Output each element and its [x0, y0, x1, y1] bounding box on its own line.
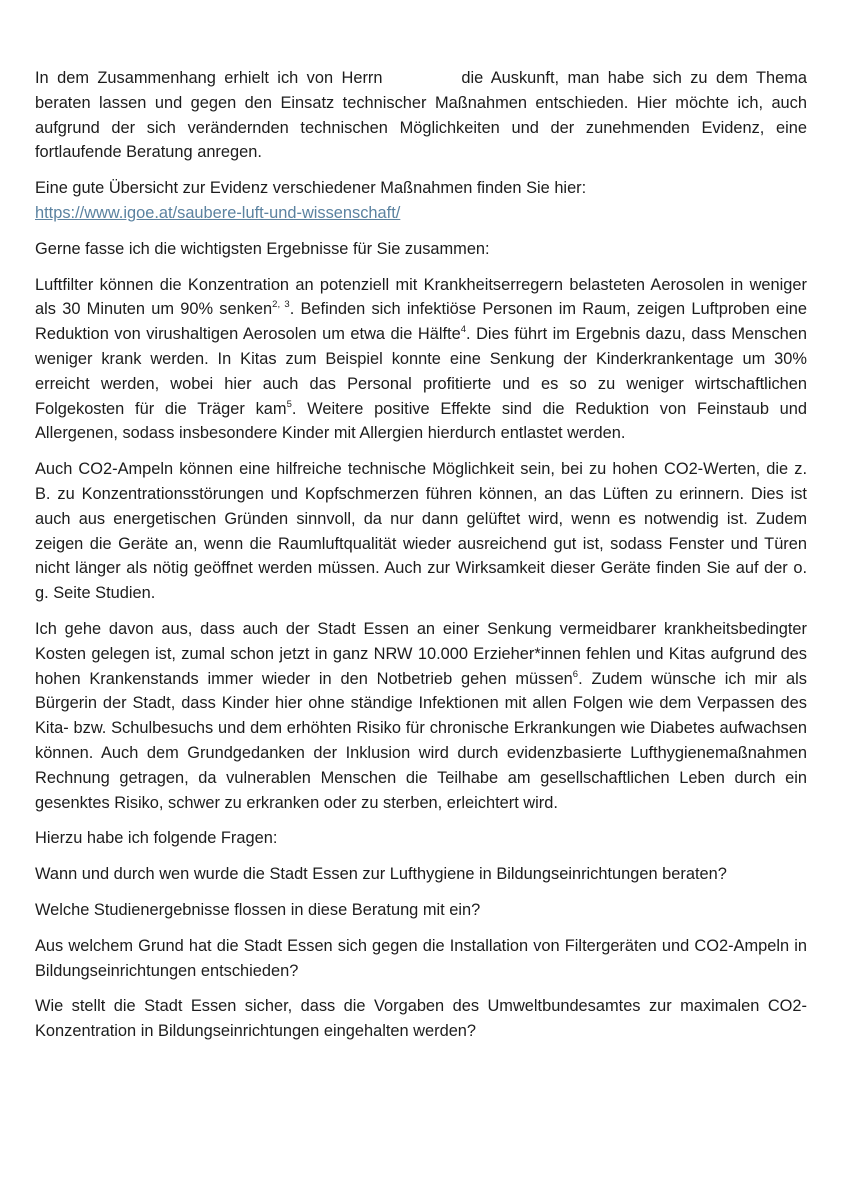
- overview-paragraph: [35, 176, 807, 226]
- intro-text-start: In dem Zusammenhang erhielt ich von Herrn: [35, 69, 383, 87]
- air-filter-text-3: . Dies führt im Ergebnis dazu, dass Menschen weniger krank werden. In Kitas zum Beispiel konnte eine Senkung der Kinderkrankentage um 30% erreicht werden, wobei hier auch das Personal profitierte und es so zu weniger wirtschaftlichen Folgekosten für die Träger kam: [35, 325, 807, 418]
- air-filter-text-4: . Weitere positive Effekte sind die Reduktion von Feinstaub und Allergenen, sodass insbesondere Kinder mit Allergien hierdurch entlastet werden.: [35, 399, 808, 443]
- air-filter-paragraph: [35, 273, 807, 447]
- summary-intro: Gerne fasse ich die wichtigsten Ergebnisse für Sie zusammen:: [35, 239, 490, 258]
- intro-paragraph: [35, 66, 807, 165]
- air-filter-text-2: . Befinden sich infektiöse Personen im Raum, zeigen Luftproben eine Reduktion von virushaltigen Aerosolen um etwa die Hälfte: [35, 300, 807, 344]
- intro-text-end: die Auskunft, man habe sich zu dem Thema beraten lassen und gegen den Einsatz technischer Maßnahmen entschieden. Hier möchte ich, auch aufgrund der sich verändernden technischen Möglichkeiten und der zunehmenden Evidenz, eine fortlaufende Beratung anregen.: [35, 69, 807, 162]
- co2-paragraph: Auch CO2-Ampeln können eine hilfreiche technische Möglichkeit sein, bei zu hohen CO2-Werten, die z. B. zu Konzentrationsstörungen und Kopfschmerzen führen können, an das Lüften zu erinnern. Dies ist auch aus energetischen Gründen sinnvoll, da nur dann gelüftet wird, wenn es notwendig ist. Zudem zeigen die Geräte an, wenn die Raumluftqualität wieder ausreichend gut ist, sodass Fenster und Türen nicht länger als nötig geöffnet werden müssen. Auch zur Wirksamkeit dieser Geräte finden Sie auf der o. g. Seite Studien.: [35, 460, 807, 603]
- footnote-ref-6: 6: [572, 668, 579, 680]
- redacted-name: [391, 70, 453, 86]
- air-filter-text-1: Luftfilter können die Konzentration an potenziell mit Krankheitserregern belasteten Aerosolen in weniger als 30 Minuten um 90% senken: [35, 275, 807, 319]
- questions-intro: Hierzu habe ich folgende Fragen:: [35, 829, 278, 848]
- essen-text-1: Ich gehe davon aus, dass auch der Stadt Essen an einer Senkung vermeidbarer krankheitsbedingter Kosten gelegen ist, zumal schon jetzt in ganz NRW 10.000 Erzieher*innen fehlen und Kitas aufgrund des hohen Krankenstands immer wieder in den Notbetrieb gehen müssen: [35, 619, 807, 688]
- footnote-ref-4: 4: [460, 324, 467, 336]
- essen-text-2: . Zudem wünsche ich mir als Bürgerin der Stadt, dass Kinder hier ohne ständige Infektionen mit allen Folgen wie dem Verpassen des Kita- bzw. Schulbesuchs und dem erhöhten Risiko für chronische Erkrankungen wie Diabetes aufwachsen können. Auch dem Grundgedanken der Inklusion wird durch evidenzbasierte Lufthygienemaßnahmen Rechnung getragen, da vulnerablen Menschen die Teilhabe am gesellschaftlichen Leben durch ein gesenktes Risiko, schwer zu erkranken oder zu sterben, erleichtert wird.: [35, 669, 807, 812]
- question-2: Welche Studienergebnisse flossen in diese Beratung mit ein?: [35, 900, 481, 919]
- footnote-ref-2-3: 2, 3: [272, 299, 290, 311]
- overview-text: Eine gute Übersicht zur Evidenz verschiedener Maßnahmen finden Sie hier:: [35, 179, 587, 198]
- question-3: Aus welchem Grund hat die Stadt Essen sich gegen die Installation von Filtergeräten und CO2-Ampeln in Bildungseinrichtungen entschieden?: [35, 936, 807, 980]
- question-4: Wie stellt die Stadt Essen sicher, dass die Vorgaben des Umweltbundesamtes zur maximalen CO2-Konzentration in Bildungseinrichtungen eingehalten werden?: [35, 997, 807, 1041]
- essen-paragraph: [35, 617, 807, 815]
- footnote-ref-5: 5: [286, 398, 292, 410]
- letter-body: [35, 66, 807, 1055]
- igoe-link[interactable]: https://www.igoe.at/saubere-luft-und-wissenschaft/: [35, 203, 401, 222]
- question-1: Wann und durch wen wurde die Stadt Essen zur Lufthygiene in Bildungseinrichtungen beraten?: [35, 865, 727, 884]
